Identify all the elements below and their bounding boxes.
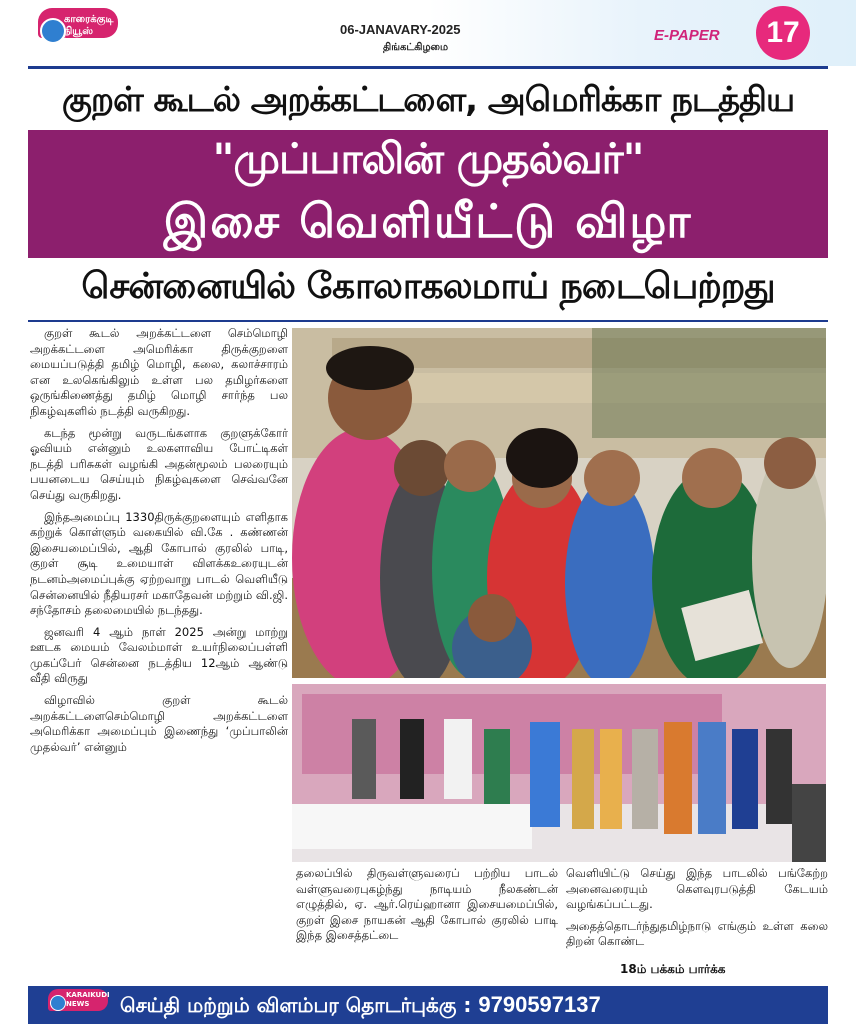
newspaper-logo[interactable]	[38, 8, 118, 56]
issue-date: 06-JANAVARY-2025	[340, 22, 461, 37]
article-paragraph: ஜனவரி 4 ஆம் நாள் 2025 அன்று மாற்று ஊடக மையம் வேலம்மாள் உயர்நிலைப்பள்ளி முகப்பேர் சென்னை நடத்திய 12ஆம் ஆண்டு வீதி விருது	[30, 624, 288, 686]
group-selfie-illustration	[292, 328, 826, 678]
footer-logo-top: KARAIKUDI	[66, 991, 110, 999]
footer-logo-bottom: NEWS	[66, 1000, 90, 1008]
stage-group-photo	[292, 684, 826, 862]
headline-line-4: சென்னையில் கோலாகலமாய் நடைபெற்றது	[81, 266, 775, 307]
continued-note[interactable]: 18ம் பக்கம் பார்க்க	[620, 962, 726, 976]
article-paragraph: குறள் கூடல் அறக்கட்டளை செம்மொழி அறக்கட்டளை அமெரிக்கா திருக்குறளை மையப்படுத்தி தமிழ் மொழி, கலை, கலாச்சாரம் என உலகெங்கிலும் உள்ள பல தமிழர்களை ஒருங்கிணைத்து தமிழ் மொழி சார்ந்த பல நிகழ்வுகளில் நடத்தி வருகிறது.	[30, 326, 288, 418]
headline-divider	[28, 320, 828, 322]
headline-line-1: குறள் கூடல் அறக்கட்டளை, அமெரிக்கா நடத்திய	[61, 80, 795, 120]
footer-contact-label: செய்தி மற்றும் விளம்பர தொடர்புக்கு :	[120, 993, 472, 1017]
headline-line-2: "முப்பாலின் முதல்வர்"	[212, 134, 644, 183]
headline-line-3: இசை வெளியீட்டு விழா	[163, 194, 693, 248]
article-right-column	[566, 866, 828, 956]
footer-phone[interactable]: 9790597137	[478, 992, 601, 1017]
group-selfie-photo	[292, 328, 826, 678]
footer-contact	[120, 992, 601, 1020]
article-paragraph: விழாவில் குறள் கூடல் அறக்கட்டளைசெம்மொழி அறக்கட்டளை அமெரிக்கா அமைப்பும் இணைந்து ‘முப்பாலின் முதல்வர்’ என்னும்	[30, 693, 288, 754]
stage-illustration	[292, 684, 826, 862]
article-paragraph: கடந்த மூன்று வருடங்களாக குறளுக்கோர் ஓவியம் என்னும் உலகளாவிய போட்டிகள் நடத்தி பரிசுகள் வழங்கி அதன்மூலம் பலரையும் பயனடைய செய்யும் நிகழ்வுகளை செவ்வனே செய்து வருகிறது.	[30, 425, 288, 502]
article-paragraph: இந்தஅமைப்பு 1330திருக்குறளையும் எளிதாக கற்றுக் கொள்ளும் வகையில் வி.கே . கண்ணன் இசையமைப்பில், ஆதி கோபால் குரலில் பாடி, குறள் சூடி உமையாள் விளக்கஉரையுடன் நடனம்அமைப்புக்கு ஏற்றவாறு பாடல் வெளியீடு சென்னையில் நீதியரசர் மகாதேவன் மற்றும் வி.ஜி. சந்தோசம் தலைமையில் நடந்தது.	[30, 509, 288, 618]
article-middle-column	[296, 866, 558, 950]
globe-icon	[50, 995, 66, 1011]
article-paragraph: தலைப்பில் திருவள்ளுவரைப் பற்றிய பாடல் வள்ளுவரைபுகழ்ந்து நாடியம் நீலகண்டன் எழுத்தில், ஏ. ஆர்.ரெய்ஹானா இசையமைப்பில், குறள் இசை நாயகன் ஆதி கோபால் குரலில் பாடி இந்த இசைத்தட்டை	[296, 866, 558, 943]
article-paragraph: அதைத்தொடர்ந்துதமிழ்நாடு எங்கும் உள்ள கலை திறன் கொண்ட	[566, 918, 828, 949]
article-paragraph: வெளியிட்டு செய்து இந்த பாடலில் பங்கேற்ற அனைவரையும் கௌவுரபடுத்தி கேடயம் வழங்கப்பட்டது.	[566, 866, 828, 912]
page-number-badge: 17	[756, 6, 810, 60]
logo-text: காரைக்குடி நியூஸ்	[64, 14, 114, 37]
footer-logo[interactable]	[48, 989, 108, 1021]
header-divider	[28, 66, 828, 69]
issue-day: திங்கட்கிழமை	[383, 42, 449, 53]
globe-icon	[40, 18, 66, 44]
article-left-column	[30, 326, 288, 761]
section-label: E-PAPER	[654, 27, 720, 44]
